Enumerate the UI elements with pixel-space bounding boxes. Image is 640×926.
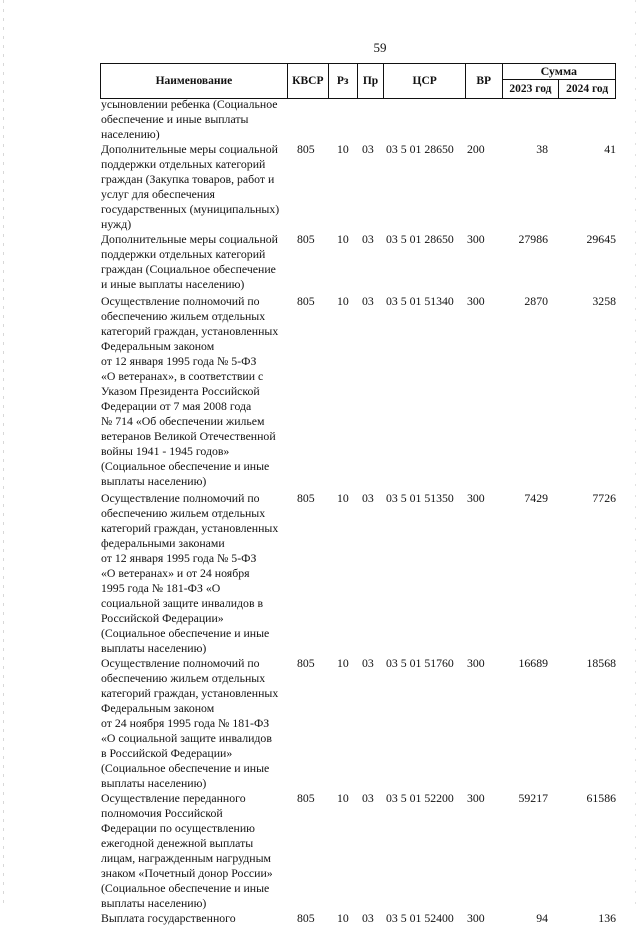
row-name-line: лицам, награжденным нагрудным: [101, 851, 271, 865]
row-pr: 03: [362, 142, 374, 156]
table-row: [101, 491, 616, 656]
table-row: [101, 232, 616, 292]
table-row: [101, 791, 616, 911]
page-number: [0, 40, 640, 56]
row-sum-2024: 7726: [592, 491, 616, 505]
row-csr: 03 5 01 28650: [386, 142, 454, 156]
row-name-line: в Российской Федерации»: [101, 746, 233, 760]
row-name-line: «О социальной защите инвалидов: [101, 731, 272, 745]
row-csr: 03 5 01 51760: [386, 656, 454, 670]
row-name-line: полномочия Российской: [101, 806, 223, 820]
row-name-line: от 24 ноября 1995 года № 181-ФЗ: [101, 716, 270, 730]
scan-edge-right: [635, 0, 636, 905]
row-name-line: обеспечение и иные выплаты: [101, 112, 249, 126]
row-name: [101, 294, 287, 489]
row-pr: 03: [362, 656, 374, 670]
row-name: [101, 142, 287, 232]
row-sum-2023: 94: [536, 911, 548, 925]
row-name-line: усыновлении ребенка (Социальное: [101, 97, 278, 111]
row-name-line: № 714 «Об обеспечении жильем: [101, 414, 265, 428]
row-kvsr: 805: [297, 791, 315, 805]
row-name-line: Осуществление полномочий по: [101, 294, 260, 308]
row-kvsr: 805: [297, 294, 315, 308]
row-vr: 300: [467, 791, 485, 805]
row-rz: 10: [337, 656, 349, 670]
row-kvsr: 805: [297, 232, 315, 246]
row-name-line: Дополнительные меры социальной: [101, 142, 278, 156]
header-rz: Рз: [328, 64, 357, 99]
row-vr: 300: [467, 491, 485, 505]
header-year-2023: 2023 год: [502, 80, 559, 99]
row-rz: 10: [337, 232, 349, 246]
header-vr: ВР: [465, 64, 502, 99]
row-name-line: (Социальное обеспечение и иные: [101, 761, 270, 775]
row-name-line: Федерации от 7 мая 2008 года: [101, 399, 252, 413]
row-pr: 03: [362, 294, 374, 308]
row-sum-2024: 3258: [592, 294, 616, 308]
row-name-line: (Социальное обеспечение и иные: [101, 459, 270, 473]
table-body: [101, 97, 616, 926]
row-name-line: «О ветеранах», в соответствии с: [101, 369, 264, 383]
row-name-line: Выплата государственного: [101, 911, 236, 925]
row-rz: 10: [337, 491, 349, 505]
header-year-2024: 2024 год: [559, 80, 616, 99]
scan-edge-left: [3, 0, 4, 905]
row-name: [101, 491, 287, 656]
row-name-line: ветеранов Великой Отечественной: [101, 429, 276, 443]
row-csr: 03 5 01 51340: [386, 294, 454, 308]
row-name-line: ежегодной денежной выплаты: [101, 836, 254, 850]
row-sum-2023: 59217: [518, 791, 548, 805]
header-csr: ЦСР: [384, 64, 465, 99]
row-pr: 03: [362, 232, 374, 246]
table-row: [101, 294, 616, 489]
row-name-line: Федеральным законом: [101, 339, 215, 353]
row-name-line: выплаты населению): [101, 641, 207, 655]
table-header: [100, 63, 616, 99]
table-row: [101, 97, 616, 142]
row-name: [101, 656, 287, 791]
row-name: [101, 232, 287, 292]
row-name-line: социальной защите инвалидов в: [101, 596, 264, 610]
row-sum-2023: 38: [536, 142, 548, 156]
row-csr: 03 5 01 28650: [386, 232, 454, 246]
table-row: [101, 911, 616, 926]
row-vr: 300: [467, 232, 485, 246]
row-kvsr: 805: [297, 656, 315, 670]
row-sum-2024: 61586: [586, 791, 616, 805]
row-name: [101, 97, 287, 142]
row-name: [101, 791, 287, 911]
page-number-text: 59: [373, 40, 387, 55]
row-name-line: категорий граждан, установленных: [101, 521, 279, 535]
row-name-line: населению): [101, 127, 160, 141]
row-sum-2024: 18568: [586, 656, 616, 670]
table-row: [101, 142, 616, 232]
row-sum-2023: 27986: [518, 232, 548, 246]
row-pr: 03: [362, 791, 374, 805]
header-name: Наименование: [101, 64, 288, 99]
row-name-line: категорий граждан, установленных: [101, 324, 279, 338]
row-name-line: от 12 января 1995 года № 5-ФЗ: [101, 551, 257, 565]
row-name-line: Указом Президента Российской: [101, 384, 260, 398]
row-name: [101, 911, 287, 926]
row-pr: 03: [362, 491, 374, 505]
row-name-line: обеспечению жильем отдельных: [101, 309, 266, 323]
row-csr: 03 5 01 52400: [386, 911, 454, 925]
row-name-line: государственных (муниципальных): [101, 202, 280, 216]
row-csr: 03 5 01 51350: [386, 491, 454, 505]
header-pr: Пр: [357, 64, 384, 99]
row-rz: 10: [337, 911, 349, 925]
row-sum-2024: 41: [604, 142, 616, 156]
row-name-line: (Социальное обеспечение и иные: [101, 626, 270, 640]
row-name-line: Федерации по осуществлению: [101, 821, 255, 835]
row-name-line: выплаты населению): [101, 896, 207, 910]
row-name-line: (Социальное обеспечение и иные: [101, 881, 270, 895]
row-rz: 10: [337, 142, 349, 156]
row-name-line: поддержки отдельных категорий: [101, 247, 266, 261]
row-pr: 03: [362, 911, 374, 925]
row-name-line: граждан (Закупка товаров, работ и: [101, 172, 275, 186]
row-name-line: Дополнительные меры социальной: [101, 232, 278, 246]
row-name-line: услуг для обеспечения: [101, 187, 215, 201]
row-name-line: знаком «Почетный донор России»: [101, 866, 273, 880]
header-sum: Сумма: [502, 64, 615, 80]
row-name-line: категорий граждан, установленных: [101, 686, 279, 700]
row-name-line: нужд): [101, 217, 132, 231]
row-name-line: от 12 января 1995 года № 5-ФЗ: [101, 354, 257, 368]
row-kvsr: 805: [297, 142, 315, 156]
row-name-line: федеральными законами: [101, 536, 225, 550]
row-name-line: «О ветеранах» и от 24 ноября: [101, 566, 250, 580]
row-name-line: Федеральным законом: [101, 701, 215, 715]
row-name-line: обеспечению жильем отдельных: [101, 671, 266, 685]
row-kvsr: 805: [297, 491, 315, 505]
row-csr: 03 5 01 52200: [386, 791, 454, 805]
row-name-line: граждан (Социальное обеспечение: [101, 262, 276, 276]
row-name-line: 1995 года № 181-ФЗ «О: [101, 581, 221, 595]
row-vr: 300: [467, 911, 485, 925]
row-name-line: Осуществление полномочий по: [101, 491, 260, 505]
row-name-line: Осуществление переданного: [101, 791, 246, 805]
row-name-line: выплаты населению): [101, 776, 207, 790]
row-sum-2023: 16689: [518, 656, 548, 670]
row-sum-2024: 29645: [586, 232, 616, 246]
row-sum-2023: 2870: [524, 294, 548, 308]
row-name-line: обеспечению жильем отдельных: [101, 506, 266, 520]
row-name-line: войны 1941 - 1945 годов»: [101, 444, 230, 458]
row-vr: 300: [467, 294, 485, 308]
row-vr: 200: [467, 142, 485, 156]
row-sum-2023: 7429: [524, 491, 548, 505]
row-rz: 10: [337, 294, 349, 308]
row-name-line: Осуществление полномочий по: [101, 656, 260, 670]
row-rz: 10: [337, 791, 349, 805]
row-name-line: выплаты населению): [101, 474, 207, 488]
table-row: [101, 656, 616, 791]
row-name-line: и иные выплаты населению): [101, 277, 245, 291]
row-name-line: Российской Федерации»: [101, 611, 224, 625]
header-kvsr: КВСР: [287, 64, 328, 99]
row-kvsr: 805: [297, 911, 315, 925]
row-vr: 300: [467, 656, 485, 670]
row-name-line: поддержки отдельных категорий: [101, 157, 266, 171]
row-sum-2024: 136: [598, 911, 616, 925]
